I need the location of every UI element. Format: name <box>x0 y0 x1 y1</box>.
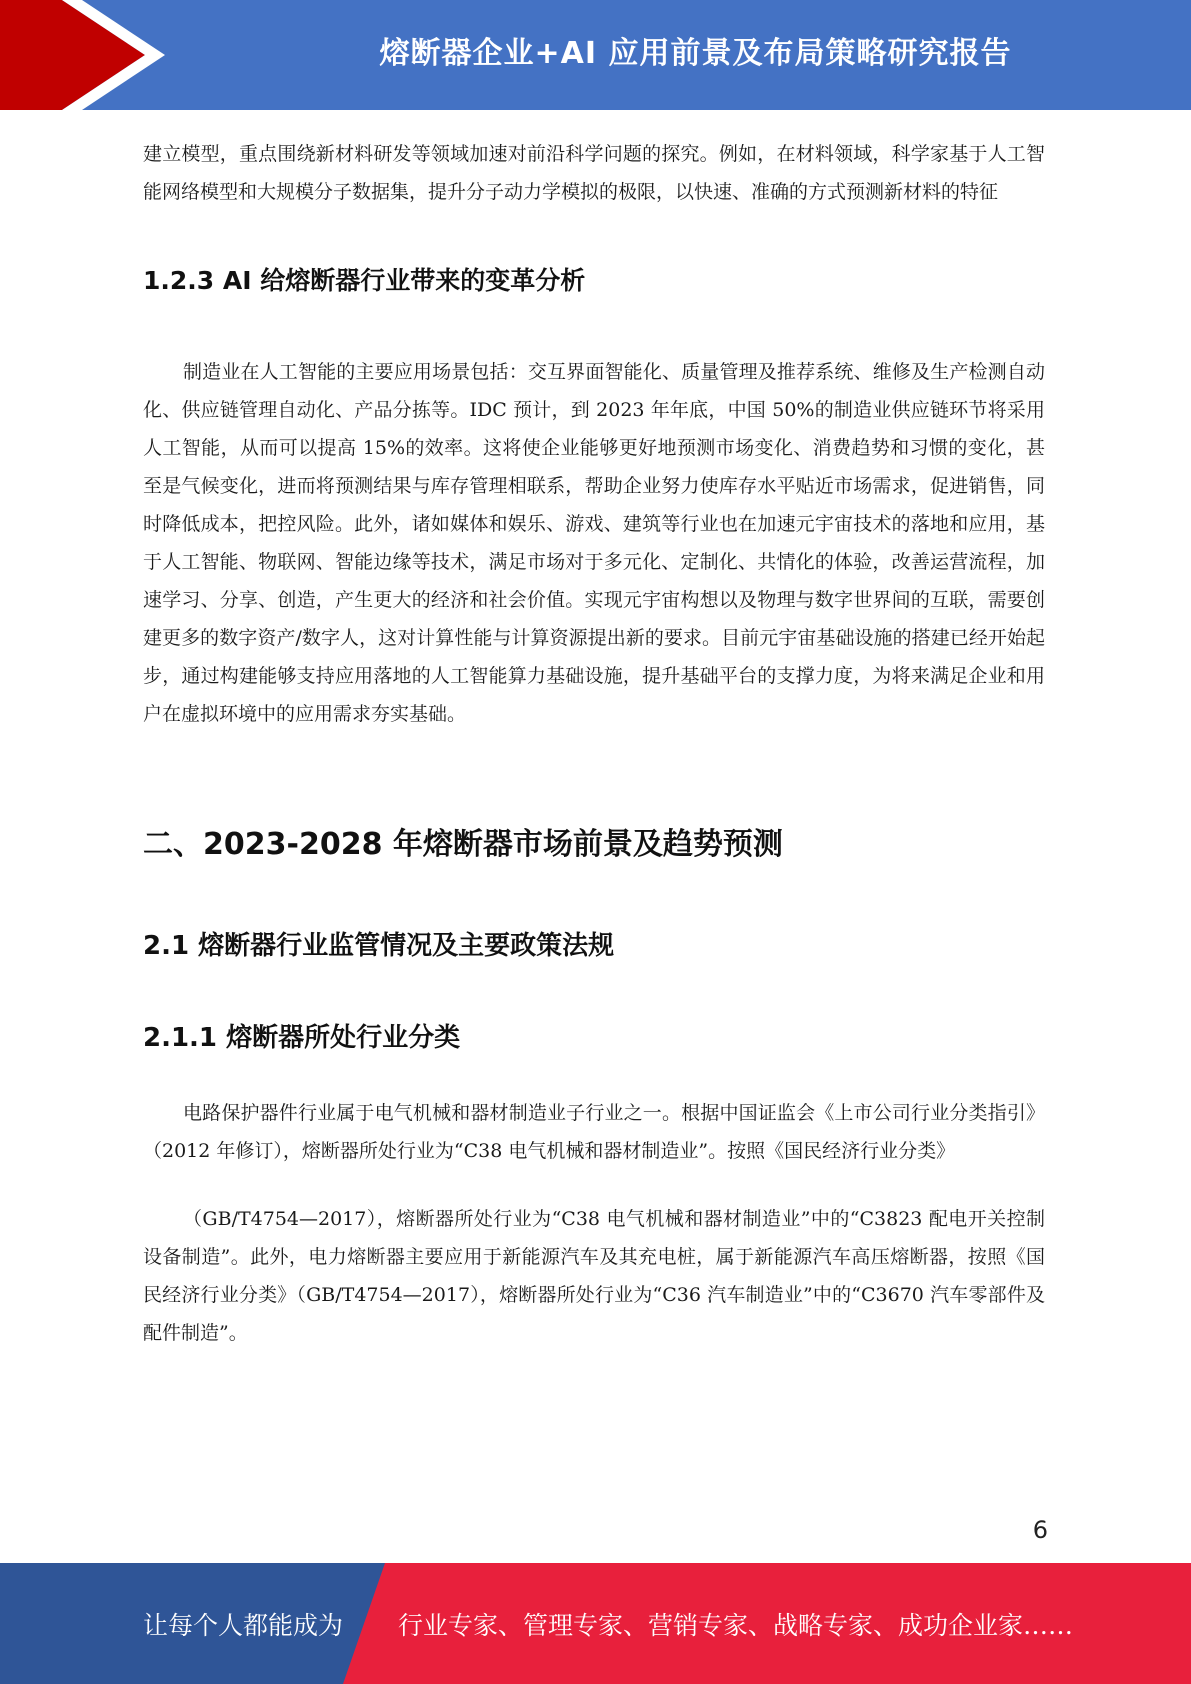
header-arrow-decoration <box>0 0 200 110</box>
chapter-2-title: 二、2023-2028 年熔断器市场前景及趋势预测 <box>143 827 783 862</box>
footer-slogan-right: 行业专家、管理专家、营销专家、战略专家、成功企业家…… <box>398 1610 1074 1640</box>
page-content <box>143 135 1045 1352</box>
heading-2-1-1: 2.1.1 熔断器所处行业分类 <box>143 1023 461 1053</box>
paragraph-2-1-1-a: 电路保护器件行业属于电气机械和器材制造业子行业之一。根据中国证监会《上市公司行业分类指引》（2012 年修订），熔断器所处行业为“C38 电气机械和器材制造业”。按照《国民经济行业分类》 <box>143 1102 1045 1162</box>
heading-1-2-3: 1.2.3 AI 给熔断器行业带来的变革分析 <box>143 266 586 295</box>
page-number: 6 <box>1032 1516 1048 1544</box>
footer-slogan-left: 让每个人都能成为 <box>143 1610 344 1640</box>
paragraph-1-2-3: 制造业在人工智能的主要应用场景包括：交互界面智能化、质量管理及推荐系统、维修及生产检测自动化、供应链管理自动化、产品分拣等。IDC 预计，到 2023 年年底，中国 50%的制造业供应链环节将采用人工智能，从而可以提高 15%的效率。这将使企业能够更好地预测市场变化、消费趋势和习惯的变化，甚至是气候变化，进而将预测结果与库存管理相联系，帮助企业努力使库存水平贴近市场需求，促进销售，同时降低成本，把控风险。此外，诸如媒体和娱乐、游戏、建筑等行业也在加速元宇宙技术的落地和应用，基于人工智能、物联网、智能边缘等技术，满足市场对于多元化、定制化、共情化的体验，改善运营流程，加速学习、分享、创造，产生更大的经济和社会价值。实现元宇宙构想以及物理与数字世界间的互联，需要创建更多的数字资产/数字人，这对计算性能与计算资源提出新的要求。目前元宇宙基础设施的搭建已经开始起步，通过构建能够支持应用落地的人工智能算力基础设施，提升基础平台的支撑力度，为将来满足企业和用户在虚拟环境中的应用需求夯实基础。 <box>143 361 1045 725</box>
header-title: 熔断器企业+AI 应用前景及布局策略研究报告 <box>379 36 1012 71</box>
intro-paragraph: 建立模型，重点围绕新材料研发等领域加速对前沿科学问题的探究。例如，在材料领域，科学家基于人工智能网络模型和大规模分子数据集，提升分子动力学模拟的极限，以快速、准确的方式预测新材料的特征 <box>143 143 1045 203</box>
heading-2-1: 2.1 熔断器行业监管情况及主要政策法规 <box>143 931 615 961</box>
page-header <box>0 0 1191 110</box>
page-footer <box>0 1563 1191 1684</box>
paragraph-2-1-1-b: （GB/T4754—2017），熔断器所处行业为“C38 电气机械和器材制造业”中的“C3823 配电开关控制设备制造”。此外，电力熔断器主要应用于新能源汽车及其充电桩，属于新能源汽车高压熔断器，按照《国民经济行业分类》（GB/T4754—2017），熔断器所处行业为“C36 汽车制造业”中的“C3670 汽车零部件及配件制造”。 <box>143 1208 1045 1344</box>
